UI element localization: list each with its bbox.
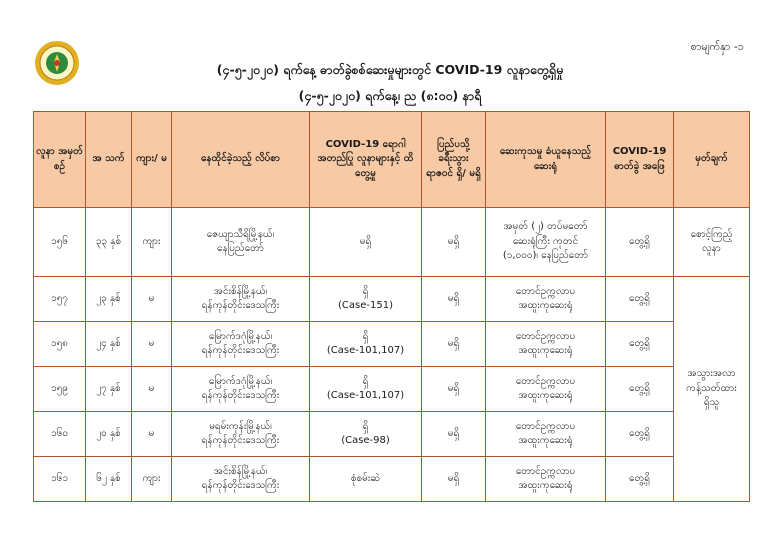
age: ၆၂ နှစ်	[86, 457, 132, 502]
address: မရမ်းကုန်းမြို့နယ်၊ ရန်ကုန်တိုင်းဒေသကြီး	[172, 412, 310, 457]
contact: ရှိ (Case-98)	[310, 412, 422, 457]
header-age: အ သက်	[86, 112, 132, 208]
contact: မရှိ	[310, 208, 422, 277]
hospital: အမှတ် (၂) တပ်မတော် ဆေးရုံကြီး ကုတင် (၁,၀၀၀)၊ နေပြည်တော်	[486, 208, 606, 277]
remark-merged: အသွားအလာ ကန့်သတ်ထား ရှိသူ	[674, 277, 750, 502]
sex: မ	[132, 277, 172, 322]
report-title: (၄-၅-၂၀၂၀) ရက်နေ့ ဓာတ်ခွဲစစ်ဆေးမှုများတွင် COVID-19 လူနာတွေ့ရှိမှု	[216, 62, 564, 77]
sex: မ	[132, 367, 172, 412]
page-number: စာမျက်နှာ -၁	[690, 40, 744, 53]
case-no: ၁၅၉	[34, 367, 86, 412]
table-row	[34, 322, 750, 367]
age: ၃၃ နှစ်	[86, 208, 132, 277]
age: ၂၄ နှစ်	[86, 322, 132, 367]
table-header-row	[34, 112, 750, 208]
address: အင်းစိန်မြို့နယ်၊ ရန်ကုန်တိုင်းဒေသကြီး	[172, 277, 310, 322]
travel: မရှိ	[422, 208, 486, 277]
case-no: ၁၆၁	[34, 457, 86, 502]
header-address: နေထိုင်ခဲ့သည့် လိပ်စာ	[172, 112, 310, 208]
age: ၂၇ နှစ်	[86, 367, 132, 412]
table-row	[34, 457, 750, 502]
contact: စုံစမ်းဆဲ	[310, 457, 422, 502]
contact: ရှိ (Case-101,107)	[310, 367, 422, 412]
address: မြောက်ဒဂုံမြို့နယ်၊ ရန်ကုန်တိုင်းဒေသကြီး	[172, 367, 310, 412]
case-no: ၁၆၀	[34, 412, 86, 457]
address: အင်းစိန်မြို့နယ်၊ ရန်ကုန်တိုင်းဒေသကြီး	[172, 457, 310, 502]
travel: မရှိ	[422, 322, 486, 367]
result: တွေ့ရှိ	[606, 208, 674, 277]
sex: မ	[132, 412, 172, 457]
table-row	[34, 208, 750, 277]
header-result: COVID-19 ဓာတ်ခွဲ အဖြေ	[606, 112, 674, 208]
hospital: တောင်ဥက္ကလာပ အထူးကုဆေးရုံ	[486, 277, 606, 322]
header-hospital: ဆေးကုသမှု ခံယူနေသည့် ဆေးရုံ	[486, 112, 606, 208]
table-row	[34, 277, 750, 322]
covid-cases-table	[33, 111, 750, 502]
hospital: တောင်ဥက္ကလာပ အထူးကုဆေးရုံ	[486, 367, 606, 412]
result: တွေ့ရှိ	[606, 412, 674, 457]
header-remarks: မှတ်ချက်	[674, 112, 750, 208]
result: တွေ့ရှိ	[606, 367, 674, 412]
age: ၂၀ နှစ်	[86, 412, 132, 457]
header-travel: ပြည်ပသို့ ခရီးသွား ရာဇဝင် ရှိ/ မရှိ	[422, 112, 486, 208]
case-no: ၁၅၇	[34, 277, 86, 322]
header-sex: ကျား/ မ	[132, 112, 172, 208]
remark: စောင့်ကြည့် လူနာ	[674, 208, 750, 277]
sex: ကျား	[132, 208, 172, 277]
sex: ကျား	[132, 457, 172, 502]
hospital: တောင်ဥက္ကလာပ အထူးကုဆေးရုံ	[486, 457, 606, 502]
table-row	[34, 367, 750, 412]
travel: မရှိ	[422, 367, 486, 412]
case-no: ၁၅၆	[34, 208, 86, 277]
table-row	[34, 412, 750, 457]
hospital: တောင်ဥက္ကလာပ အထူးကုဆေးရုံ	[486, 412, 606, 457]
travel: မရှိ	[422, 277, 486, 322]
contact: ရှိ (Case-101,107)	[310, 322, 422, 367]
sex: မ	[132, 322, 172, 367]
travel: မရှိ	[422, 457, 486, 502]
result: တွေ့ရှိ	[606, 322, 674, 367]
address: မြောက်ဒဂုံမြို့နယ်၊ ရန်ကုန်တိုင်းဒေသကြီး	[172, 322, 310, 367]
report-date-time: (၄-၅-၂၀၂၀) ရက်နေ့၊ ည (၈:၀၀) နာရီ	[298, 88, 482, 103]
contact: ရှိ (Case-151)	[310, 277, 422, 322]
case-no: ၁၅၈	[34, 322, 86, 367]
header-contact: COVID-19 ရောဂါ အတည်ပြု လူနာများနှင့် ထိတွေ့မှု	[310, 112, 422, 208]
address: ဇေယျာသီရိမြို့နယ်၊ နေပြည်တော်	[172, 208, 310, 277]
result: တွေ့ရှိ	[606, 457, 674, 502]
travel: မရှိ	[422, 412, 486, 457]
hospital: တောင်ဥက္ကလာပ အထူးကုဆေးရုံ	[486, 322, 606, 367]
age: ၂၃ နှစ်	[86, 277, 132, 322]
header-case-no: လူနာ အမှတ် စဉ်	[34, 112, 86, 208]
result: တွေ့ရှိ	[606, 277, 674, 322]
